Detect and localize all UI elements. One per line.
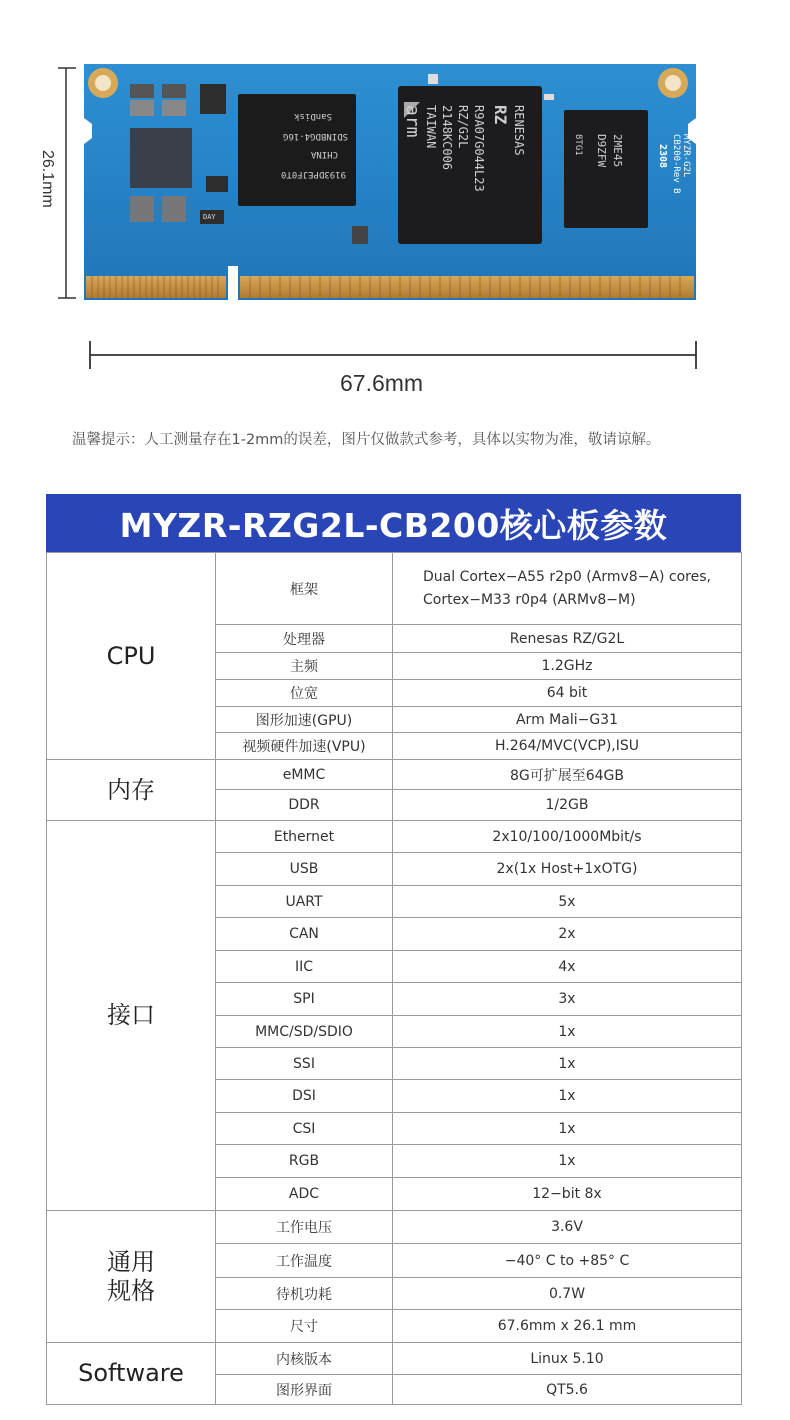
row-label: SSI (216, 1048, 393, 1080)
emmc-part: SDINBDG4-16G (282, 131, 348, 141)
table-row (47, 821, 742, 853)
row-label: IIC (216, 951, 393, 983)
row-label: MMC/SD/SDIO (216, 1016, 393, 1048)
module-label: MYZR-G2L (681, 134, 691, 178)
row-label: RGB (216, 1145, 393, 1178)
group-interface: 接口 (47, 821, 216, 1211)
row-value: 4x (393, 951, 742, 983)
row-label: ADC (216, 1178, 393, 1211)
row-value: Linux 5.10 (393, 1343, 742, 1375)
row-value: Renesas RZ/G2L (393, 625, 742, 653)
row-label: DDR (216, 790, 393, 821)
row-label: 尺寸 (216, 1310, 393, 1343)
row-value: 5x (393, 886, 742, 918)
row-value: 8G可扩展至64GB (393, 760, 742, 790)
row-label: 工作电压 (216, 1211, 393, 1244)
module-year: 2308 (657, 144, 668, 169)
cpu-part: R9A07G044L23 (472, 105, 486, 192)
row-value: 1.2GHz (393, 653, 742, 680)
row-value: −40° C to +85° C (393, 1244, 742, 1278)
board-photo (0, 0, 790, 420)
table-row (47, 1343, 742, 1375)
group-software: Software (47, 1343, 216, 1405)
row-label: 待机功耗 (216, 1278, 393, 1310)
height-dimension-label: 26.1mm (39, 150, 56, 208)
row-label: UART (216, 886, 393, 918)
table-row (47, 1211, 742, 1244)
row-value: 2x10/100/1000Mbit/s (393, 821, 742, 853)
row-value: 1x (393, 1145, 742, 1178)
row-value: 2x (393, 918, 742, 951)
row-value: 1x (393, 1113, 742, 1145)
group-general: 通用 规格 (47, 1211, 216, 1343)
table-row (47, 553, 742, 625)
cpu-code: 2148KC006 (440, 105, 454, 171)
row-label: 处理器 (216, 625, 393, 653)
row-value: 1x (393, 1048, 742, 1080)
row-label: 视频硬件加速(VPU) (216, 733, 393, 760)
row-label: CSI (216, 1113, 393, 1145)
row-label: DSI (216, 1080, 393, 1113)
width-dimension-label: 67.6mm (340, 370, 424, 396)
row-label: 框架 (216, 553, 393, 625)
row-value: 64 bit (393, 680, 742, 707)
row-label: 内核版本 (216, 1343, 393, 1375)
emmc-origin: CHINA (310, 149, 338, 159)
ddr-code1: 2ME45 (611, 134, 624, 168)
row-value: 1x (393, 1080, 742, 1113)
row-value: 12−bit 8x (393, 1178, 742, 1211)
row-value: QT5.6 (393, 1375, 742, 1405)
row-value: 3.6V (393, 1211, 742, 1244)
row-label: 位宽 (216, 680, 393, 707)
params-table (46, 552, 742, 1405)
ddr-code3: 8TG1 (573, 134, 583, 156)
cpu-arm: arm (402, 105, 423, 138)
row-label: Ethernet (216, 821, 393, 853)
row-label: CAN (216, 918, 393, 951)
module-rev: CB200-Rev B (671, 134, 681, 194)
measurement-tip: 温馨提示：人工测量存在1-2mm的误差，图片仅做款式参考，具体以实物为准，敬请谅解。 (72, 432, 661, 448)
cpu-brand: RENESAS (512, 105, 526, 156)
row-label: 工作温度 (216, 1244, 393, 1278)
row-label: SPI (216, 983, 393, 1016)
row-value: H.264/MVC(VCP),ISU (393, 733, 742, 760)
ddr-code2: D9ZFW (595, 134, 608, 168)
pmic-label: DAY (203, 213, 216, 221)
emmc-brand: SanDisk (294, 111, 332, 121)
row-value: 67.6mm x 26.1 mm (393, 1310, 742, 1343)
table-title: MYZR-RZG2L-CB200核心板参数 (46, 494, 741, 552)
row-label: 主频 (216, 653, 393, 680)
emmc-code: 9193DPEJF0T0 (280, 169, 346, 179)
table-row (47, 760, 742, 790)
board-illustration (0, 0, 790, 420)
row-label: USB (216, 853, 393, 886)
row-value: Dual Cortex−A55 r2p0 (Armv8−A) cores, Cortex−M33 r0p4 (ARMv8−M) (393, 553, 742, 625)
group-cpu: CPU (47, 553, 216, 760)
cpu-logo: RZ (491, 105, 510, 125)
cpu-part2: RZ/G2L (456, 105, 470, 149)
row-value: 3x (393, 983, 742, 1016)
row-value: 1/2GB (393, 790, 742, 821)
row-value: 0.7W (393, 1278, 742, 1310)
row-value: 1x (393, 1016, 742, 1048)
row-label: eMMC (216, 760, 393, 790)
row-label: 图形加速(GPU) (216, 707, 393, 733)
group-memory: 内存 (47, 760, 216, 821)
row-value: 2x(1x Host+1xOTG) (393, 853, 742, 886)
cpu-origin: TAIWAN (424, 105, 438, 149)
row-label: 图形界面 (216, 1375, 393, 1405)
row-value: Arm Mali−G31 (393, 707, 742, 733)
